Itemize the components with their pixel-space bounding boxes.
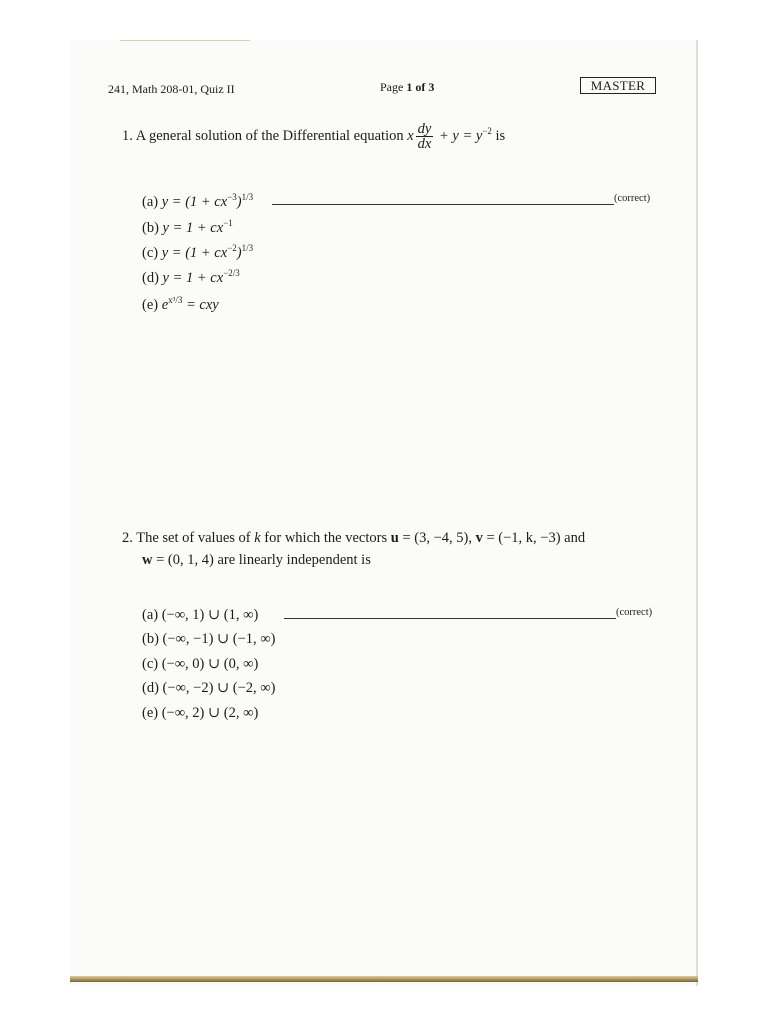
question-1-stem: 1. A general solution of the Differential equation x $\frac{dy}{dx}$ + $y = y^{-2}$ is bbox=[122, 121, 506, 152]
q1-choice-b: (b) $y = 1 + cx^{-1}$ bbox=[142, 218, 233, 236]
q2-correct-mark: (correct) bbox=[616, 607, 653, 618]
page-edge-bottom bbox=[70, 976, 698, 982]
q1-answer-leader-line bbox=[272, 204, 614, 205]
quiz-page bbox=[70, 40, 698, 986]
q1-choice-e: (e) $e^{x^3/3}$ = cxy bbox=[142, 295, 219, 313]
q1-correct-mark: (correct) bbox=[614, 193, 651, 204]
q2-choice-b: (b) (−∞, −1) ∪ (−1, ∞) bbox=[142, 631, 276, 647]
master-badge: MASTER bbox=[580, 77, 656, 94]
q2-choice-a: (a) (−∞, 1) ∪ (1, ∞) bbox=[142, 607, 259, 623]
derivative-fraction: $\frac{dy}{dx}$ bbox=[417, 121, 432, 152]
q1-choice-d: (d) $y = 1 + cx^{-2/3}$ bbox=[142, 268, 240, 286]
top-rule bbox=[120, 40, 250, 41]
q2-answer-leader-line bbox=[284, 618, 616, 619]
q1-choice-a: (a) $y = (1 + cx^{-3})^{1/3}$ bbox=[142, 192, 254, 210]
course-header: 241, Math 208-01, Quiz II bbox=[108, 82, 235, 96]
q1-choice-c: (c) $y = (1 + cx^{-2})^{1/3}$ bbox=[142, 243, 254, 261]
q2-choice-d: (d) (−∞, −2) ∪ (−2, ∞) bbox=[142, 680, 276, 696]
q2-choice-c: (c) (−∞, 0) ∪ (0, ∞) bbox=[142, 656, 259, 672]
q2-choice-e: (e) (−∞, 2) ∪ (2, ∞) bbox=[142, 705, 259, 721]
question-2-stem: 2. The set of values of k for which the vectors u = (3, −4, 5), v = (−1, k, −3) and w = (0, 1, 4) are linearly independent is bbox=[122, 530, 586, 568]
page-edge-right bbox=[696, 40, 698, 986]
page-indicator: Page 1 of 3 bbox=[380, 80, 435, 94]
